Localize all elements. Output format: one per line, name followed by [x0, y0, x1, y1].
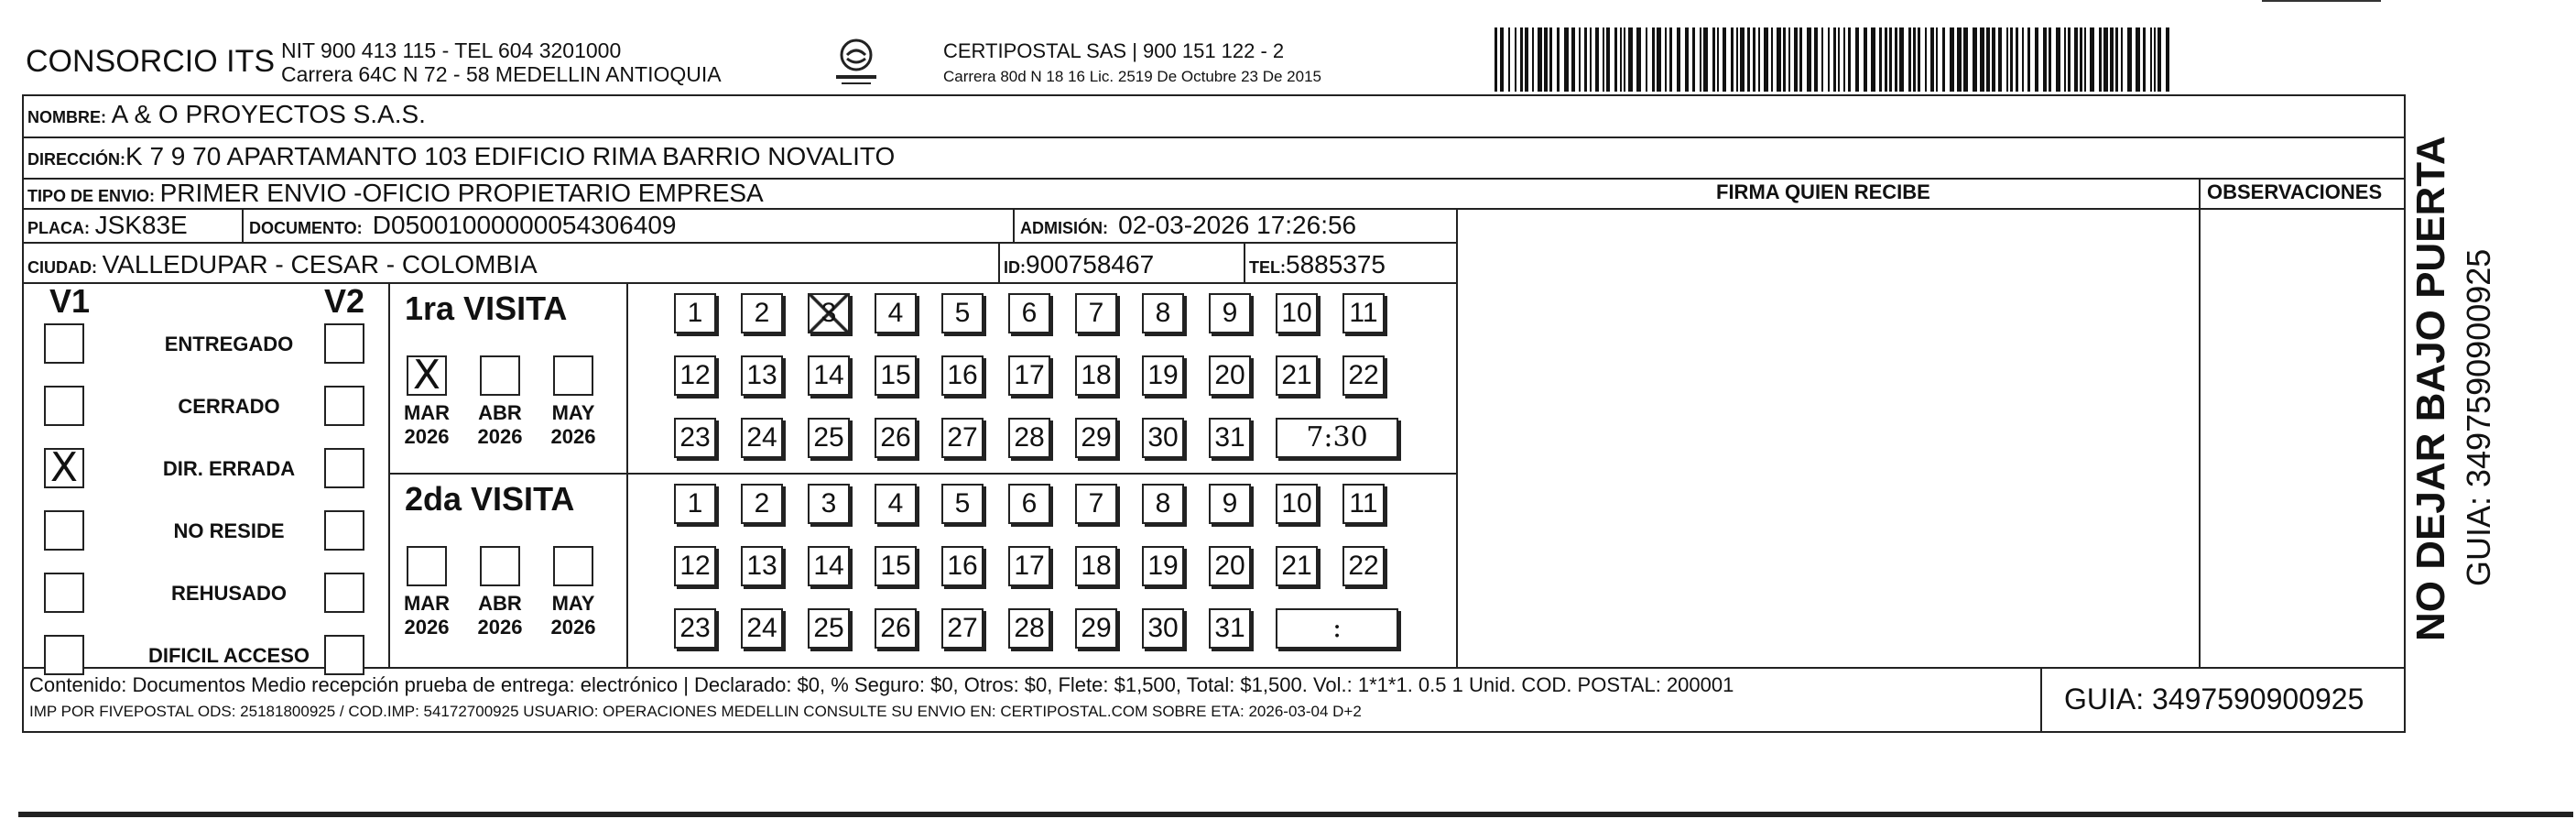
time-box[interactable]: :	[1276, 608, 1398, 649]
ciudad-value: VALLEDUPAR - CESAR - COLOMBIA	[102, 250, 538, 278]
barcode-bar	[1764, 27, 1768, 92]
barcode-bar	[2049, 27, 2051, 92]
day-box[interactable]: 20	[1209, 546, 1251, 586]
documento-row	[249, 211, 676, 240]
day-box[interactable]: 14	[808, 546, 850, 586]
barcode-bar	[1758, 27, 1760, 92]
day-box[interactable]: 17	[1008, 546, 1050, 586]
barcode-bar	[1992, 27, 1995, 92]
barcode-bar	[1753, 27, 1755, 92]
barcode-bar	[1807, 27, 1811, 92]
day-box[interactable]: 23	[674, 418, 716, 458]
col-divider	[1456, 208, 1458, 667]
month-name: ABR	[478, 592, 522, 615]
barcode-bar	[1595, 27, 1599, 92]
day-box[interactable]: 27	[941, 418, 984, 458]
barcode-bar	[2043, 27, 2047, 92]
barcode-bar	[1950, 27, 1954, 92]
direccion-row	[27, 142, 895, 171]
placa-value: JSK83E	[94, 211, 188, 239]
barcode-bar	[1973, 27, 1977, 92]
day-box[interactable]: 7	[1075, 293, 1117, 333]
day-box[interactable]: 23	[674, 608, 716, 649]
barcode-bar	[2090, 27, 2094, 92]
month-year: 2026	[404, 425, 450, 448]
imp-text: IMP POR FIVEPOSTAL ODS: 25181800925 / COD.IMP: 54172700925 USUARIO: OPERACIONES MEDELLIN CONSULTE SU ENVIO EN: CERTIPOSTAL.COM SOBRE ETA: 2026-03-04 D+2	[29, 703, 1362, 720]
barcode-bar	[1736, 27, 1738, 92]
barcode-bar	[1833, 27, 1836, 92]
barcode-bar	[1794, 27, 1798, 92]
carrier-line: CERTIPOSTAL SAS | 900 151 122 - 2	[943, 39, 1285, 62]
ciudad-row	[27, 250, 538, 279]
day-box[interactable]: 7	[1075, 484, 1117, 524]
day-box[interactable]: 6	[1008, 293, 1050, 333]
observaciones-label: OBSERVACIONES	[2207, 180, 2383, 203]
col-divider	[2040, 667, 2042, 733]
tel-value: 5885375	[1286, 250, 1386, 278]
barcode-bar	[1500, 27, 1504, 92]
month-label	[546, 592, 601, 639]
day-box[interactable]: 28	[1008, 608, 1050, 649]
barcode-bar	[1606, 27, 1610, 92]
barcode-bar	[1879, 27, 1882, 92]
barcode-bar	[1843, 27, 1845, 92]
contenido-text: Contenido: Documentos Medio recepción prueba de entrega: electrónico | Declarado: $0, % Seguro: $0, Otros: $0, Flete: $1,500, Total: $1,500. Vol.: 1*1*1. 0.5 1 Unid. COD. POSTAL: 200001	[29, 673, 1734, 696]
day-box[interactable]: 26	[875, 608, 917, 649]
barcode-bar	[1557, 27, 1560, 92]
month-label	[399, 401, 454, 449]
barcode-bar	[1942, 27, 1945, 92]
month-label	[546, 401, 601, 449]
day-box[interactable]: 6	[1008, 484, 1050, 524]
day-box[interactable]: 24	[741, 418, 783, 458]
status-label: DIR. ERRADA	[162, 457, 296, 480]
barcode-bar	[1614, 27, 1617, 92]
barcode-bar	[1712, 27, 1715, 92]
day-box[interactable]: 4	[875, 293, 917, 333]
day-box[interactable]: 21	[1276, 355, 1318, 396]
month-name: ABR	[478, 401, 522, 424]
day-box[interactable]: 12	[674, 546, 716, 586]
id-row	[1004, 250, 1154, 279]
status-v1-checkbox[interactable]	[44, 635, 84, 675]
day-box[interactable]: 29	[1075, 418, 1117, 458]
day-box[interactable]: 14	[808, 355, 850, 396]
barcode-bar	[1925, 27, 1927, 92]
month-label	[399, 592, 454, 639]
visit-title: 2da VISITA	[405, 480, 575, 518]
barcode-bar	[1980, 27, 1984, 92]
status-v2-checkbox[interactable]	[324, 386, 364, 426]
barcode-bar	[2099, 27, 2102, 92]
day-box[interactable]: 10	[1276, 293, 1318, 333]
direccion-value: K 7 9 70 APARTAMANTO 103 EDIFICIO RIMA BARRIO NOVALITO	[125, 142, 896, 170]
row-divider	[22, 136, 2406, 138]
certipostal-logo	[829, 37, 884, 90]
day-box[interactable]: 20	[1209, 355, 1251, 396]
barcode-bar	[1657, 27, 1661, 92]
day-box[interactable]: 16	[941, 546, 984, 586]
barcode-bar	[1620, 27, 1622, 92]
admision-row	[1020, 211, 1356, 240]
day-box[interactable]: 10	[1276, 484, 1318, 524]
barcode-bar	[1549, 27, 1552, 92]
status-label: DIFICIL ACCESO	[147, 644, 310, 667]
day-box[interactable]: 22	[1342, 355, 1385, 396]
barcode-bar	[1564, 27, 1569, 92]
barcode-bar	[2010, 27, 2013, 92]
barcode-bar	[1747, 27, 1750, 92]
barcode-bar	[1788, 27, 1790, 92]
month-year: 2026	[550, 616, 596, 639]
day-box[interactable]: 9	[1209, 293, 1251, 333]
barcode-bar	[1652, 27, 1655, 92]
day-box[interactable]: 5	[941, 293, 984, 333]
barcode-bar	[2121, 27, 2123, 92]
tipo-value: PRIMER ENVIO -OFICIO PROPIETARIO EMPRESA	[159, 179, 764, 207]
barcode-bar	[2068, 27, 2071, 92]
barcode-bar	[1731, 27, 1734, 92]
barcode-bar	[1692, 27, 1695, 92]
status-v1-checkbox[interactable]	[44, 573, 84, 613]
barcode	[1495, 27, 2178, 92]
status-label: NO RESIDE	[173, 519, 285, 542]
status-v2-checkbox[interactable]	[324, 510, 364, 551]
month-year: 2026	[477, 616, 523, 639]
barcode-bar	[2006, 27, 2008, 92]
day-box[interactable]: 13	[741, 355, 783, 396]
day-box[interactable]: 27	[941, 608, 984, 649]
tipo-row	[27, 179, 764, 208]
visit-title: 1ra VISITA	[405, 289, 568, 327]
barcode-bar	[1700, 27, 1701, 92]
status-label: ENTREGADO	[164, 333, 294, 355]
barcode-bar	[1677, 27, 1680, 92]
barcode-bar	[1771, 27, 1773, 92]
day-box[interactable]: 30	[1142, 418, 1184, 458]
barcode-bar	[2115, 27, 2118, 92]
day-box[interactable]: 8	[1142, 484, 1184, 524]
visit-divider	[388, 473, 1456, 475]
nit-line: NIT 900 413 115 - TEL 604 3201000	[281, 38, 622, 62]
day-box[interactable]: 2	[741, 293, 783, 333]
status-v2-checkbox[interactable]	[324, 573, 364, 613]
barcode-bar	[1963, 27, 1968, 92]
barcode-bar	[2143, 27, 2146, 92]
barcode-bar	[2127, 27, 2132, 92]
company-name: CONSORCIO ITS	[26, 44, 276, 79]
side-guia: GUIA: 3497590900925	[2460, 248, 2497, 586]
col-divider	[242, 208, 244, 242]
status-v1-checkbox[interactable]	[44, 323, 84, 364]
month-year: 2026	[404, 616, 450, 639]
day-box[interactable]: 15	[875, 355, 917, 396]
barcode-bar	[1579, 27, 1581, 92]
barcode-bar	[1590, 27, 1592, 92]
day-box[interactable]: 3	[808, 293, 850, 333]
barcode-bar	[1895, 27, 1897, 92]
tel-label: TEL:	[1249, 258, 1286, 277]
barcode-bar	[2074, 27, 2078, 92]
day-box[interactable]: 25	[808, 608, 850, 649]
footer-divider	[22, 667, 2406, 669]
day-box[interactable]: 29	[1075, 608, 1117, 649]
barcode-bar	[1783, 27, 1786, 92]
id-label: ID:	[1004, 258, 1026, 277]
barcode-bar	[1918, 27, 1920, 92]
tipo-label: TIPO DE ENVIO:	[27, 187, 156, 205]
nombre-label: NOMBRE:	[27, 108, 106, 126]
day-box[interactable]: 18	[1075, 546, 1117, 586]
barcode-bar	[1848, 27, 1851, 92]
day-box[interactable]: 28	[1008, 418, 1050, 458]
month-checkbox[interactable]	[553, 546, 593, 586]
day-box[interactable]: 1	[674, 484, 716, 524]
barcode-bar	[2166, 27, 2169, 92]
barcode-bar	[2035, 27, 2038, 92]
month-label	[473, 401, 527, 449]
admision-value: 02-03-2026 17:26:56	[1118, 211, 1357, 239]
carrier-address: Carrera 80d N 18 16 Lic. 2519 De Octubre 23 De 2015	[943, 68, 1321, 85]
barcode-bar	[1636, 27, 1641, 92]
barcode-bar	[2158, 27, 2161, 92]
day-box[interactable]: 8	[1142, 293, 1184, 333]
day-box[interactable]: 11	[1342, 293, 1385, 333]
barcode-bar	[1828, 27, 1830, 92]
day-box[interactable]: 4	[875, 484, 917, 524]
barcode-bar	[1885, 27, 1887, 92]
barcode-bar	[1799, 27, 1802, 92]
barcode-bar	[1515, 27, 1516, 92]
day-box[interactable]: 15	[875, 546, 917, 586]
month-checkbox[interactable]	[553, 355, 593, 396]
day-box[interactable]: 12	[674, 355, 716, 396]
barcode-bar	[1508, 27, 1510, 92]
month-year: 2026	[550, 425, 596, 448]
nombre-row	[27, 100, 426, 129]
status-v2-checkbox[interactable]	[324, 635, 364, 675]
day-box[interactable]: 30	[1142, 608, 1184, 649]
barcode-bar	[1777, 27, 1781, 92]
row-divider	[22, 242, 1456, 244]
col-divider	[388, 282, 390, 667]
month-checkbox[interactable]: X	[407, 355, 447, 396]
day-box[interactable]: 16	[941, 355, 984, 396]
barcode-bar	[1821, 27, 1823, 92]
day-box[interactable]: 9	[1209, 484, 1251, 524]
month-name: MAY	[551, 401, 595, 424]
month-checkbox[interactable]	[480, 546, 520, 586]
v1-label: V1	[49, 282, 91, 320]
day-box[interactable]: 3	[808, 484, 850, 524]
placa-label: PLACA:	[27, 219, 90, 237]
barcode-bar	[1998, 27, 2002, 92]
status-v1-checkbox[interactable]: X	[44, 448, 84, 488]
barcode-bar	[2154, 27, 2156, 92]
placa-row	[27, 211, 188, 240]
barcode-bar	[1520, 27, 1523, 92]
status-label: CERRADO	[178, 395, 280, 418]
id-value: 900758467	[1026, 250, 1155, 278]
side-text	[2407, 128, 2497, 641]
col-divider	[2199, 178, 2201, 667]
firma-label: FIRMA QUIEN RECIBE	[1716, 180, 1930, 203]
barcode-bar	[1628, 27, 1633, 92]
barcode-bar	[1930, 27, 1934, 92]
month-label	[473, 592, 527, 639]
row-divider	[22, 208, 2406, 210]
day-box[interactable]: 19	[1142, 546, 1184, 586]
direccion-label: DIRECCIÓN:	[27, 150, 125, 169]
status-v2-checkbox[interactable]	[324, 323, 364, 364]
admision-label: ADMISIÓN:	[1020, 219, 1108, 237]
day-box[interactable]: 17	[1008, 355, 1050, 396]
day-box[interactable]: 22	[1342, 546, 1385, 586]
month-year: 2026	[477, 425, 523, 448]
day-box[interactable]: 5	[941, 484, 984, 524]
barcode-bar	[1889, 27, 1892, 92]
v2-label: V2	[324, 282, 365, 320]
barcode-bar	[2103, 27, 2108, 92]
barcode-bar	[1603, 27, 1604, 92]
barcode-bar	[2136, 27, 2140, 92]
barcode-bar	[2084, 27, 2086, 92]
col-divider	[1244, 242, 1245, 282]
status-v1-checkbox[interactable]	[44, 510, 84, 551]
month-checkbox[interactable]	[407, 546, 447, 586]
carrier-info	[943, 38, 1321, 90]
bottom-edge-line	[18, 812, 2573, 817]
ciudad-label: CIUDAD:	[27, 258, 97, 277]
barcode-bar	[1864, 27, 1867, 92]
col-divider	[998, 242, 1000, 282]
barcode-bar	[1525, 27, 1528, 92]
tel-row	[1249, 250, 1386, 279]
barcode-bar	[2056, 27, 2060, 92]
barcode-bar	[1908, 27, 1911, 92]
barcode-bar	[1538, 27, 1542, 92]
day-box[interactable]: 1	[674, 293, 716, 333]
day-box[interactable]: 31	[1209, 418, 1251, 458]
no-dejar-warning: NO DEJAR BAJO PUERTA	[2408, 136, 2453, 641]
day-box[interactable]: 26	[875, 418, 917, 458]
company-info	[281, 38, 722, 86]
day-box[interactable]: 24	[741, 608, 783, 649]
row-divider	[22, 282, 1456, 284]
day-box[interactable]: 13	[741, 546, 783, 586]
month-name: MAR	[403, 592, 451, 615]
month-name: MAY	[551, 592, 595, 615]
barcode-bar	[1624, 27, 1625, 92]
barcode-bar	[2027, 27, 2030, 92]
day-box[interactable]: 25	[808, 418, 850, 458]
day-box[interactable]: 21	[1276, 546, 1318, 586]
barcode-bar	[1740, 27, 1745, 92]
col-divider	[626, 282, 628, 667]
delivery-form	[22, 94, 2403, 736]
nombre-value: A & O PROYECTOS S.A.S.	[111, 100, 426, 128]
month-name: MAR	[403, 401, 451, 424]
barcode-bar	[1532, 27, 1534, 92]
barcode-bar	[1913, 27, 1916, 92]
barcode-bar	[1986, 27, 1990, 92]
barcode-bar	[2064, 27, 2066, 92]
barcode-bar	[2022, 27, 2024, 92]
barcode-bar	[1855, 27, 1859, 92]
barcode-bar	[1665, 27, 1667, 92]
day-box[interactable]: 11	[1342, 484, 1385, 524]
barcode-bar	[1936, 27, 1938, 92]
top-edge-line	[2262, 0, 2381, 2]
barcode-bar	[2110, 27, 2114, 92]
barcode-bar	[2080, 27, 2082, 92]
status-label: REHUSADO	[171, 582, 287, 605]
time-box[interactable]: 7:30	[1276, 418, 1398, 458]
barcode-bar	[1646, 27, 1647, 92]
day-box[interactable]: 31	[1209, 608, 1251, 649]
barcode-bar	[1871, 27, 1875, 92]
col-divider	[1013, 208, 1015, 242]
barcode-bar	[2016, 27, 2018, 92]
barcode-bar	[2150, 27, 2152, 92]
barcode-bar	[1717, 27, 1719, 92]
day-box[interactable]: 2	[741, 484, 783, 524]
barcode-bar	[1957, 27, 1962, 92]
day-box[interactable]: 19	[1142, 355, 1184, 396]
month-checkbox[interactable]	[480, 355, 520, 396]
guia-number: GUIA: 3497590900925	[2064, 682, 2364, 715]
address-line: Carrera 64C N 72 - 58 MEDELLIN ANTIOQUIA	[281, 62, 722, 86]
barcode-bar	[1584, 27, 1587, 92]
day-box[interactable]: 18	[1075, 355, 1117, 396]
barcode-bar	[1685, 27, 1689, 92]
barcode-bar	[1495, 27, 1497, 92]
barcode-bar	[1544, 27, 1548, 92]
barcode-bar	[1703, 27, 1708, 92]
status-v2-checkbox[interactable]	[324, 448, 364, 488]
documento-label: DOCUMENTO:	[249, 219, 363, 237]
status-v1-checkbox[interactable]	[44, 386, 84, 426]
barcode-bar	[1814, 27, 1818, 92]
barcode-bar	[1571, 27, 1575, 92]
barcode-bar	[1899, 27, 1904, 92]
documento-value: D05001000000054306409	[372, 211, 677, 239]
barcode-bar	[1838, 27, 1840, 92]
barcode-bar	[1669, 27, 1672, 92]
barcode-bar	[1723, 27, 1726, 92]
